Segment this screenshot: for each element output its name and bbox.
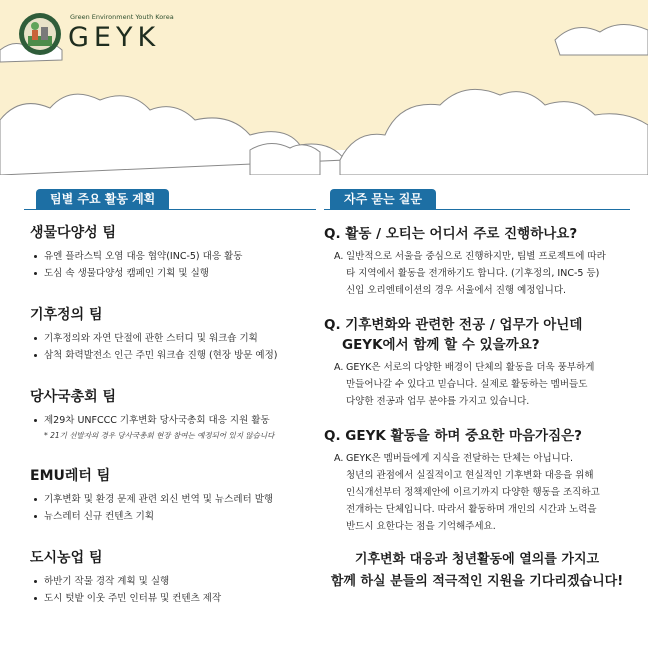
team-block-cop — [24, 386, 316, 443]
answer-mark: A. — [334, 251, 344, 262]
answer-line: GEYK은 서로의 다양한 배경이 단체의 활동을 더욱 풍부하게 — [346, 362, 595, 373]
list-item: 도시 텃밭 이웃 주민 인터뷰 및 컨텐츠 제작 — [34, 590, 316, 607]
team-plans-heading: 팀별 주요 활동 계획 — [36, 189, 169, 209]
faq-item — [324, 315, 630, 410]
closing-message — [324, 549, 630, 593]
brand-subtitle: Green Environment Youth Korea — [70, 13, 174, 21]
answer-mark: A. — [334, 362, 344, 373]
section-divider — [324, 209, 630, 210]
team-title: 생물다양성 팀 — [30, 225, 117, 241]
answer-line: GEYK은 멤버들에게 지식을 전달하는 단체는 아닙니다. — [346, 453, 574, 464]
answer-line: 신입 오리엔테이션의 경우 서울에서 진행 예정입니다. — [346, 285, 567, 296]
answer-line: 반드시 요한다는 점을 기억해주세요. — [346, 521, 496, 532]
closing-line: 기후변화 대응과 청년활동에 열의를 가지고 — [354, 552, 600, 567]
closing-line: 함께 하실 분들의 적극적인 지원을 기다리겠습니다! — [330, 574, 624, 589]
geyk-logo-icon — [18, 12, 62, 56]
faq-answer — [346, 248, 606, 299]
faq-question: Q. 활동 / 오티는 어디서 주로 진행하나요? — [324, 226, 578, 242]
faq-question: Q. GEYK 활동을 하며 중요한 마음가짐은? — [324, 428, 583, 444]
team-block-emu-letter — [24, 465, 316, 525]
list-item: 도심 속 생물다양성 캠페인 기획 및 실행 — [34, 265, 316, 282]
team-block-biodiversity — [24, 222, 316, 282]
faq-item — [324, 224, 630, 299]
answer-line: 청년의 관점에서 실질적이고 현실적인 기후변화 대응을 위해 — [346, 470, 594, 481]
team-title: 기후정의 팀 — [30, 307, 103, 323]
list-item: 기후변화 및 환경 문제 관련 외신 번역 및 뉴스레터 발행 — [34, 491, 316, 508]
answer-line: 타 지역에서 활동을 전개하기도 합니다. (기후정의, INC-5 등) — [346, 268, 600, 279]
faq-section — [324, 188, 630, 593]
list-item: 제29차 UNFCCC 기후변화 당사국총회 대응 지원 활동 — [34, 412, 316, 429]
team-title: EMU레터 팀 — [30, 468, 111, 484]
answer-line: 만들어나갈 수 있다고 믿습니다. 실제로 활동하는 멤버들도 — [346, 379, 588, 390]
list-item: 뉴스레터 신규 컨텐츠 기획 — [34, 508, 316, 525]
answer-mark: A. — [334, 453, 344, 464]
list-item: 삼척 화력발전소 인근 주민 워크숍 진행 (현장 방문 예정) — [34, 347, 316, 364]
faq-heading: 자주 묻는 질문 — [330, 189, 436, 209]
section-divider — [24, 209, 316, 210]
team-title: 도시농업 팀 — [30, 550, 103, 566]
faq-answer — [346, 450, 600, 535]
team-block-climate-justice — [24, 304, 316, 364]
faq-question-cont: GEYK에서 함께 할 수 있을까요? — [342, 337, 540, 353]
list-item: 하반기 작물 경작 계획 및 실행 — [34, 573, 316, 590]
team-title: 당사국총회 팀 — [30, 389, 117, 405]
list-item: 유엔 플라스틱 오염 대응 협약(INC-5) 대응 활동 — [34, 248, 316, 265]
team-block-urban-farming — [24, 547, 316, 607]
faq-answer — [346, 359, 594, 410]
team-plans-section — [24, 188, 316, 607]
faq-question: Q. 기후변화와 관련한 전공 / 업무가 아닌데 — [324, 317, 583, 333]
answer-line: 다양한 전공과 업무 분야를 가지고 있습니다. — [346, 396, 530, 407]
answer-line: 일반적으로 서울을 중심으로 진행하지만, 팀별 프로젝트에 따라 — [346, 251, 606, 262]
faq-item — [324, 426, 630, 535]
list-item: 기후정의와 자연 단절에 관한 스터디 및 워크숍 기획 — [34, 330, 316, 347]
answer-line: 인식개선부터 정책제안에 이르기까지 다양한 행동을 조직하고 — [346, 487, 600, 498]
brand-name: GEYK — [68, 22, 161, 53]
answer-line: 전개하는 단체입니다. 따라서 활동하며 개인의 시간과 노력을 — [346, 504, 597, 515]
team-note: * 21기 선발자의 경우 당사국총회 현장 참여는 예정되어 있지 않습니다 — [44, 431, 275, 440]
